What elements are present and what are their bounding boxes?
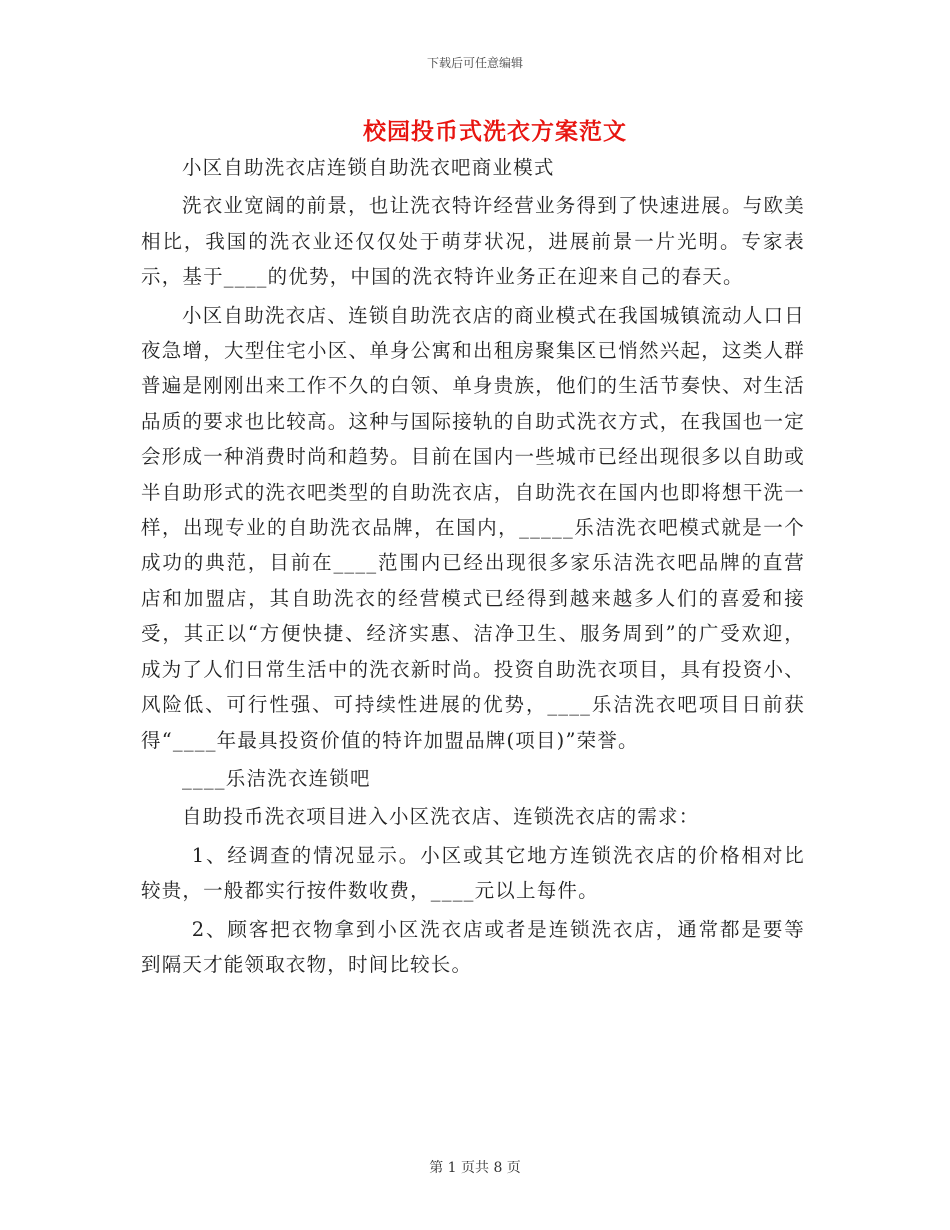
subtitle-paragraph: 小区自助洗衣店连锁自助洗衣吧商业模式 [181,156,555,179]
brand-heading: ____乐洁洗衣连锁吧 [181,766,371,790]
body-paragraph-2: 小区自助洗衣店、连锁自助洗衣店的商业模式在我国城镇流动人口日夜急增，大型住宅小区、单身公寓和出租房聚集区已悄然兴起，这类人群普遍是刚刚出来工作不久的白领、单身贵族，他们的生活节奏快、对生活品质的要求也比较高。这种与国际接轨的自助式洗衣方式，在我国也一定会形成一种消费时尚和趋势。目前在国内一些城市已经出现很多以自助或半自助形式的洗衣吧类型的自助洗衣店，自助洗衣在国内也即将想干洗一样，出现专业的自助洗衣品牌，在国内，_____乐洁洗衣吧模式就是一个成功的典范，目前在____范围内已经出现很多家乐洁洗衣吧品牌的直营店和加盟店，其自助洗衣的经营模式已经得到越来越多人们的喜爱和接受，其正以“方便快捷、经济实惠、洁净卫生、服务周到”的广受欢迎，成为了人们日常生活中的洗衣新时尚。投资自助洗衣项目，具有投资小、风险低、可行性强、可持续性进展的优势，____乐洁洗衣吧项目日前获得“____年最具投资价值的特许加盟品牌(项目)”荣誉。 [141,303,805,752]
page-number: 第 1 页共 8 页 [429,1160,521,1176]
body-paragraph-1: 洗衣业宽阔的前景，也让洗衣特许经营业务得到了快速进展。与欧美相比，我国的洗衣业还仅仅处于萌芽状况，进展前景一片光明。专家表示，基于____的优势，中国的洗衣特许业务正在迎来自己的春天。 [141,194,805,289]
list-item-2: 2、顾客把衣物拿到小区洗衣店或者是连锁洗衣店，通常都是要等到隔天才能领取衣物，时间比较长。 [141,917,805,976]
document-title: 校园投币式洗衣方案范文 [363,118,627,145]
needs-heading: 自助投币洗衣项目进入小区洗衣店、连锁洗衣店的需求： [181,805,700,829]
list-item-1: 1、经调查的情况显示。小区或其它地方连锁洗衣店的价格相对比较贵，一般都实行按件数收费，____元以上每件。 [141,843,805,903]
header-note: 下载后可任意编辑 [426,56,523,70]
document-body [141,150,805,982]
